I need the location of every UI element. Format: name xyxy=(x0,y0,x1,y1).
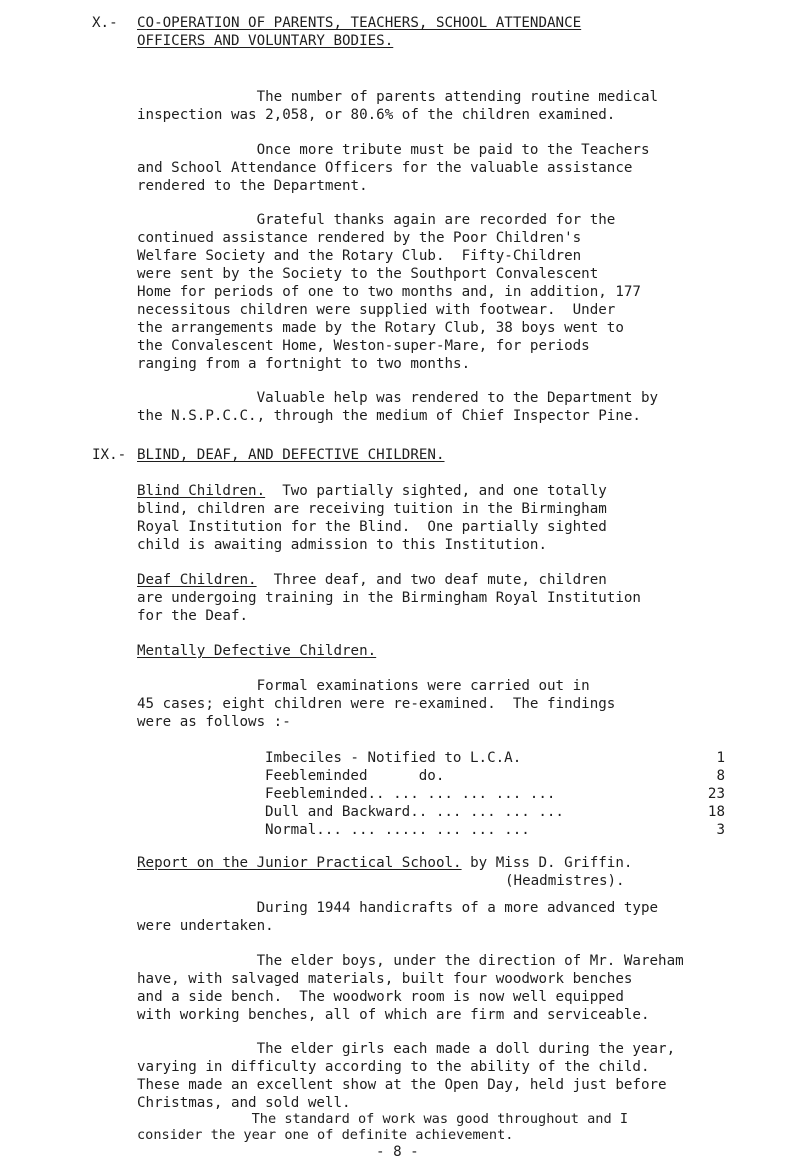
finding-row xyxy=(265,803,725,821)
blind-line3: Royal Institution for the Blind. One partially sighted xyxy=(137,519,607,535)
section-x-number: X.- xyxy=(92,15,118,31)
section-x-title-line2: OFFICERS AND VOLUNTARY BODIES. xyxy=(137,33,394,49)
finding-row xyxy=(265,767,725,785)
blind-line1-full-heading-part: Blind Children. xyxy=(137,483,266,499)
finding-row xyxy=(265,821,725,839)
r-para2-line2: have, with salvaged materials, built four woodwork benches xyxy=(137,971,633,987)
report-heading: Report on the Junior Practical School. xyxy=(137,855,462,871)
r-para2-line1: The elder boys, under the direction of Mr. Wareham xyxy=(137,953,684,969)
x-para2-line3: rendered to the Department. xyxy=(137,178,368,194)
section-ix-title: BLIND, DEAF, AND DEFECTIVE CHILDREN. xyxy=(137,447,445,463)
deaf-line1-rest: Three deaf, and two deaf mute, children xyxy=(256,572,607,588)
blind-line4: child is awaiting admission to this Institution. xyxy=(137,537,547,553)
x-para3-line7: the arrangements made by the Rotary Club, 38 boys went to xyxy=(137,320,624,336)
r-para1-line2: were undertaken. xyxy=(137,918,274,934)
finding-value: 3 xyxy=(716,822,725,838)
x-para3-line2: continued assistance rendered by the Poor Children's xyxy=(137,230,582,246)
finding-value: 18 xyxy=(707,804,725,820)
x-para2-line2: and School Attendance Officers for the valuable assistance xyxy=(137,160,633,176)
report-role: (Headmistres). xyxy=(505,873,625,889)
r-para4-line2: consider the year one of definite achievement. xyxy=(137,1127,514,1143)
mental-heading: Mentally Defective Children. xyxy=(137,643,377,659)
finding-label: Imbeciles - Notified to L.C.A. xyxy=(265,750,522,766)
r-para2-line4: with working benches, all of which are firm and serviceable. xyxy=(137,1007,650,1023)
r-para2-line3: and a side bench. The woodwork room is now well equipped xyxy=(137,989,624,1005)
section-x-title-line1: CO-OPERATION OF PARENTS, TEACHERS, SCHOOL ATTENDANCE xyxy=(137,15,582,31)
x-para3-line5: Home for periods of one to two months and, in addition, 177 xyxy=(137,284,641,300)
x-para3-line6: necessitous children were supplied with footwear. Under xyxy=(137,302,616,318)
r-para3-line3: These made an excellent show at the Open Day, held just before xyxy=(137,1077,667,1093)
finding-row xyxy=(265,785,725,803)
x-para1-line1: The number of parents attending routine medical xyxy=(137,89,659,105)
blind-line1-full xyxy=(137,482,607,500)
x-para3-line4: were sent by the Society to the Southport Convalescent xyxy=(137,266,599,282)
blind-line2: blind, children are receiving tuition in the Birmingham xyxy=(137,501,607,517)
x-para3-line1: Grateful thanks again are recorded for the xyxy=(137,212,616,228)
blind-line1-full-rest: Two partially sighted, and one totally xyxy=(265,483,607,499)
r-para1-line1: During 1944 handicrafts of a more advanced type xyxy=(137,900,659,916)
deaf-line2: are undergoing training in the Birmingham Royal Institution xyxy=(137,590,641,606)
finding-value: 1 xyxy=(716,750,725,766)
finding-label: Feebleminded.. ... ... ... ... ... xyxy=(265,786,556,802)
finding-label: Feebleminded do. xyxy=(265,768,445,784)
report-heading-line xyxy=(137,854,632,872)
x-para3-line8: the Convalescent Home, Weston-super-Mare, for periods xyxy=(137,338,590,354)
x-para2-line1: Once more tribute must be paid to the Teachers xyxy=(137,142,650,158)
r-para4-line1: The standard of work was good throughout and I xyxy=(137,1111,629,1127)
r-para3-line2: varying in difficulty according to the ability of the child. xyxy=(137,1059,650,1075)
deaf-line1-heading-part: Deaf Children. xyxy=(137,572,257,588)
x-para3-line3: Welfare Society and the Rotary Club. Fifty-Children xyxy=(137,248,582,264)
finding-row xyxy=(265,749,725,767)
x-para4-line1: Valuable help was rendered to the Department by xyxy=(137,390,659,406)
mental-line1: Formal examinations were carried out in xyxy=(137,678,590,694)
deaf-line3: for the Deaf. xyxy=(137,608,249,624)
page-number: - 8 - xyxy=(376,1144,419,1160)
finding-label: Dull and Backward.. ... ... ... ... xyxy=(265,804,564,820)
x-para3-line9: ranging from a fortnight to two months. xyxy=(137,356,471,372)
section-ix-number: IX.- xyxy=(92,447,127,463)
finding-value: 8 xyxy=(716,768,725,784)
finding-label: Normal... ... ..... ... ... ... xyxy=(265,822,530,838)
report-byline: by Miss D. Griffin. xyxy=(461,855,633,871)
r-para3-line1: The elder girls each made a doll during the year, xyxy=(137,1041,676,1057)
finding-value: 23 xyxy=(707,786,725,802)
deaf-heading xyxy=(137,571,257,589)
mental-line3: were as follows :- xyxy=(137,714,291,730)
x-para1-line2: inspection was 2,058, or 80.6% of the children examined. xyxy=(137,107,616,123)
r-para3-line4: Christmas, and sold well. xyxy=(137,1095,351,1111)
x-para4-line2: the N.S.P.C.C., through the medium of Chief Inspector Pine. xyxy=(137,408,641,424)
mental-line2: 45 cases; eight children were re-examined. The findings xyxy=(137,696,616,712)
